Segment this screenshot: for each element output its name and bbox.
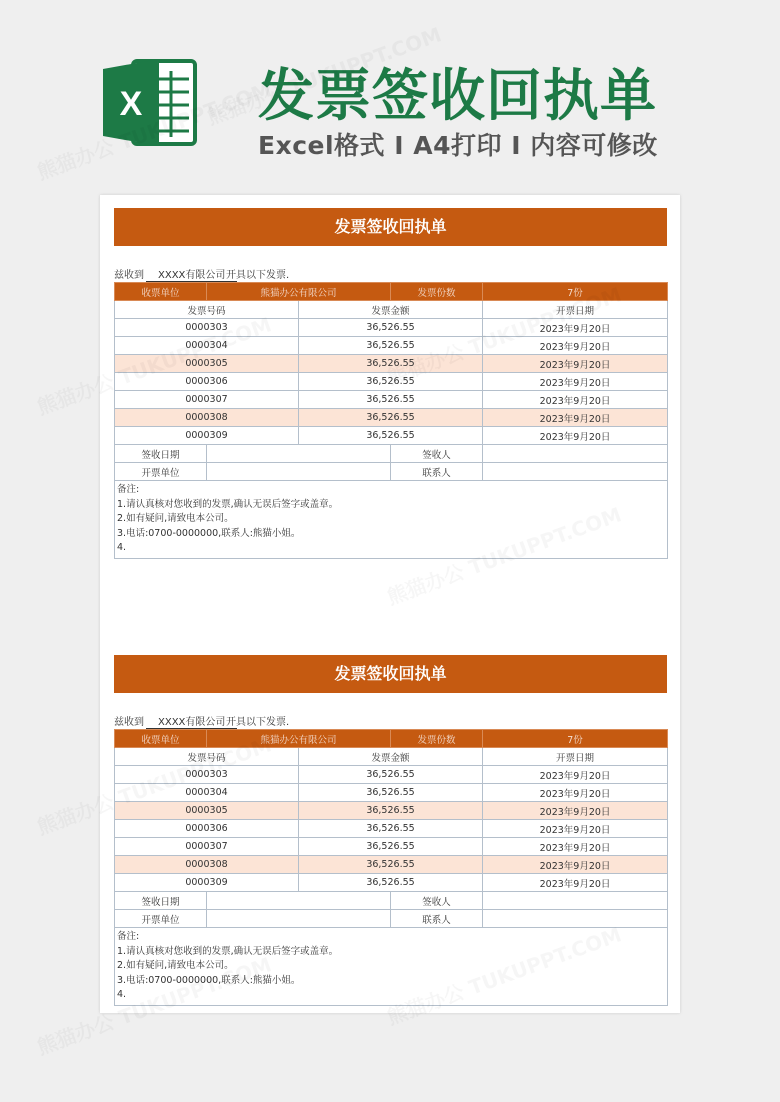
invoice-amount[interactable]: 36,526.55	[299, 784, 483, 802]
invoice-amount[interactable]: 36,526.55	[299, 319, 483, 337]
note-line: 2.如有疑问,请致电本公司。	[117, 960, 234, 971]
invoice-amount[interactable]: 36,526.55	[299, 355, 483, 373]
notes-title: 备注:	[117, 484, 140, 495]
table-row	[115, 766, 668, 784]
contact-label: 联系人	[391, 910, 483, 928]
invoice-amount[interactable]: 36,526.55	[299, 337, 483, 355]
col-header-amount: 发票金额	[299, 301, 483, 319]
invoice-date[interactable]: 2023年9月20日	[483, 874, 668, 892]
col-header-number: 发票号码	[115, 748, 299, 766]
col-header-amount: 发票金额	[299, 748, 483, 766]
sign-date-label: 签收日期	[115, 445, 207, 463]
count-label: 发票份数	[391, 283, 483, 301]
table-row	[115, 838, 668, 856]
received-suffix: 开具以下发票.	[226, 270, 290, 281]
count-value[interactable]: 7份	[483, 283, 668, 301]
invoice-date[interactable]: 2023年9月20日	[483, 337, 668, 355]
issuer-field[interactable]	[207, 910, 391, 928]
invoice-number[interactable]: 0000306	[115, 820, 299, 838]
issuer-field[interactable]	[207, 463, 391, 481]
form-title: 发票签收回执单	[114, 655, 667, 693]
note-line: 4.	[117, 989, 127, 1000]
table-row	[115, 874, 668, 892]
invoice-date[interactable]: 2023年9月20日	[483, 784, 668, 802]
invoice-amount[interactable]: 36,526.55	[299, 409, 483, 427]
invoice-number[interactable]: 0000304	[115, 337, 299, 355]
note-line: 3.电话:0700-0000000,联系人:熊猫小姐。	[117, 974, 301, 986]
unit-value[interactable]: 熊猫办公有限公司	[207, 283, 391, 301]
received-line	[114, 262, 667, 282]
notes-cell[interactable]	[115, 928, 668, 1006]
invoice-number[interactable]: 0000307	[115, 391, 299, 409]
excel-logo-icon	[103, 55, 198, 150]
invoice-amount[interactable]: 36,526.55	[299, 373, 483, 391]
notes-row	[115, 928, 668, 1006]
issuer-row	[115, 463, 668, 481]
invoice-amount[interactable]: 36,526.55	[299, 427, 483, 445]
invoice-date[interactable]: 2023年9月20日	[483, 355, 668, 373]
invoice-amount[interactable]: 36,526.55	[299, 856, 483, 874]
sign-date-label: 签收日期	[115, 892, 207, 910]
sign-row	[115, 445, 668, 463]
column-header-row	[115, 301, 668, 319]
signer-field[interactable]	[483, 445, 668, 463]
invoice-number[interactable]: 0000308	[115, 856, 299, 874]
summary-row	[115, 730, 668, 748]
table-row	[115, 337, 668, 355]
invoice-date[interactable]: 2023年9月20日	[483, 856, 668, 874]
table-row	[115, 319, 668, 337]
invoice-date[interactable]: 2023年9月20日	[483, 766, 668, 784]
col-header-date: 开票日期	[483, 748, 668, 766]
invoice-amount[interactable]: 36,526.55	[299, 838, 483, 856]
page-subtitle: Excel格式 I A4打印 I 内容可修改	[258, 131, 658, 160]
receipt-form	[114, 208, 667, 559]
invoice-number[interactable]: 0000309	[115, 427, 299, 445]
invoice-amount[interactable]: 36,526.55	[299, 766, 483, 784]
note-line: 2.如有疑问,请致电本公司。	[117, 513, 234, 524]
issuer-label: 开票单位	[115, 910, 207, 928]
note-line: 1.请认真核对您收到的发票,确认无误后签字或盖章。	[117, 945, 339, 957]
invoice-number[interactable]: 0000304	[115, 784, 299, 802]
table-row	[115, 820, 668, 838]
signer-field[interactable]	[483, 892, 668, 910]
invoice-number[interactable]: 0000309	[115, 874, 299, 892]
invoice-table	[114, 729, 668, 1006]
contact-label: 联系人	[391, 463, 483, 481]
signer-label: 签收人	[391, 892, 483, 910]
notes-cell[interactable]	[115, 481, 668, 559]
issuer-label: 开票单位	[115, 463, 207, 481]
invoice-number[interactable]: 0000306	[115, 373, 299, 391]
invoice-number[interactable]: 0000305	[115, 802, 299, 820]
received-prefix: 兹收到	[114, 270, 144, 281]
received-prefix: 兹收到	[114, 717, 144, 728]
page-header	[0, 0, 780, 190]
receipt-form	[114, 655, 667, 1006]
invoice-date[interactable]: 2023年9月20日	[483, 838, 668, 856]
unit-value[interactable]: 熊猫办公有限公司	[207, 730, 391, 748]
invoice-number[interactable]: 0000303	[115, 319, 299, 337]
table-row	[115, 391, 668, 409]
table-row	[115, 355, 668, 373]
invoice-amount[interactable]: 36,526.55	[299, 820, 483, 838]
invoice-number[interactable]: 0000308	[115, 409, 299, 427]
invoice-number[interactable]: 0000303	[115, 766, 299, 784]
count-value[interactable]: 7份	[483, 730, 668, 748]
table-row	[115, 802, 668, 820]
sign-date-field[interactable]	[207, 892, 391, 910]
col-header-date: 开票日期	[483, 301, 668, 319]
logo-letter: X	[119, 85, 143, 123]
contact-field[interactable]	[483, 910, 668, 928]
received-company[interactable]: XXXX有限公司	[146, 266, 237, 282]
notes-row	[115, 481, 668, 559]
invoice-date[interactable]: 2023年9月20日	[483, 820, 668, 838]
note-line: 3.电话:0700-0000000,联系人:熊猫小姐。	[117, 527, 301, 539]
col-header-number: 发票号码	[115, 301, 299, 319]
received-suffix: 开具以下发票.	[226, 717, 290, 728]
received-line	[114, 709, 667, 729]
sign-date-field[interactable]	[207, 445, 391, 463]
invoice-number[interactable]: 0000305	[115, 355, 299, 373]
unit-label: 收票单位	[115, 730, 207, 748]
invoice-date[interactable]: 2023年9月20日	[483, 373, 668, 391]
table-row	[115, 373, 668, 391]
table-row	[115, 784, 668, 802]
signer-label: 签收人	[391, 445, 483, 463]
unit-label: 收票单位	[115, 283, 207, 301]
invoice-number[interactable]: 0000307	[115, 838, 299, 856]
invoice-date[interactable]: 2023年9月20日	[483, 391, 668, 409]
invoice-amount[interactable]: 36,526.55	[299, 874, 483, 892]
invoice-amount[interactable]: 36,526.55	[299, 391, 483, 409]
sign-row	[115, 892, 668, 910]
count-label: 发票份数	[391, 730, 483, 748]
document-page	[100, 195, 680, 1013]
note-line: 1.请认真核对您收到的发票,确认无误后签字或盖章。	[117, 498, 339, 510]
invoice-date[interactable]: 2023年9月20日	[483, 319, 668, 337]
received-company[interactable]: XXXX有限公司	[146, 713, 237, 729]
invoice-amount[interactable]: 36,526.55	[299, 802, 483, 820]
invoice-table	[114, 282, 668, 559]
table-row	[115, 409, 668, 427]
note-line: 4.	[117, 542, 127, 553]
table-row	[115, 856, 668, 874]
table-row	[115, 427, 668, 445]
summary-row	[115, 283, 668, 301]
contact-field[interactable]	[483, 463, 668, 481]
issuer-row	[115, 910, 668, 928]
invoice-date[interactable]: 2023年9月20日	[483, 802, 668, 820]
column-header-row	[115, 748, 668, 766]
notes-title: 备注:	[117, 931, 140, 942]
invoice-date[interactable]: 2023年9月20日	[483, 409, 668, 427]
invoice-date[interactable]: 2023年9月20日	[483, 427, 668, 445]
page-title: 发票签收回执单	[258, 64, 657, 129]
form-title: 发票签收回执单	[114, 208, 667, 246]
